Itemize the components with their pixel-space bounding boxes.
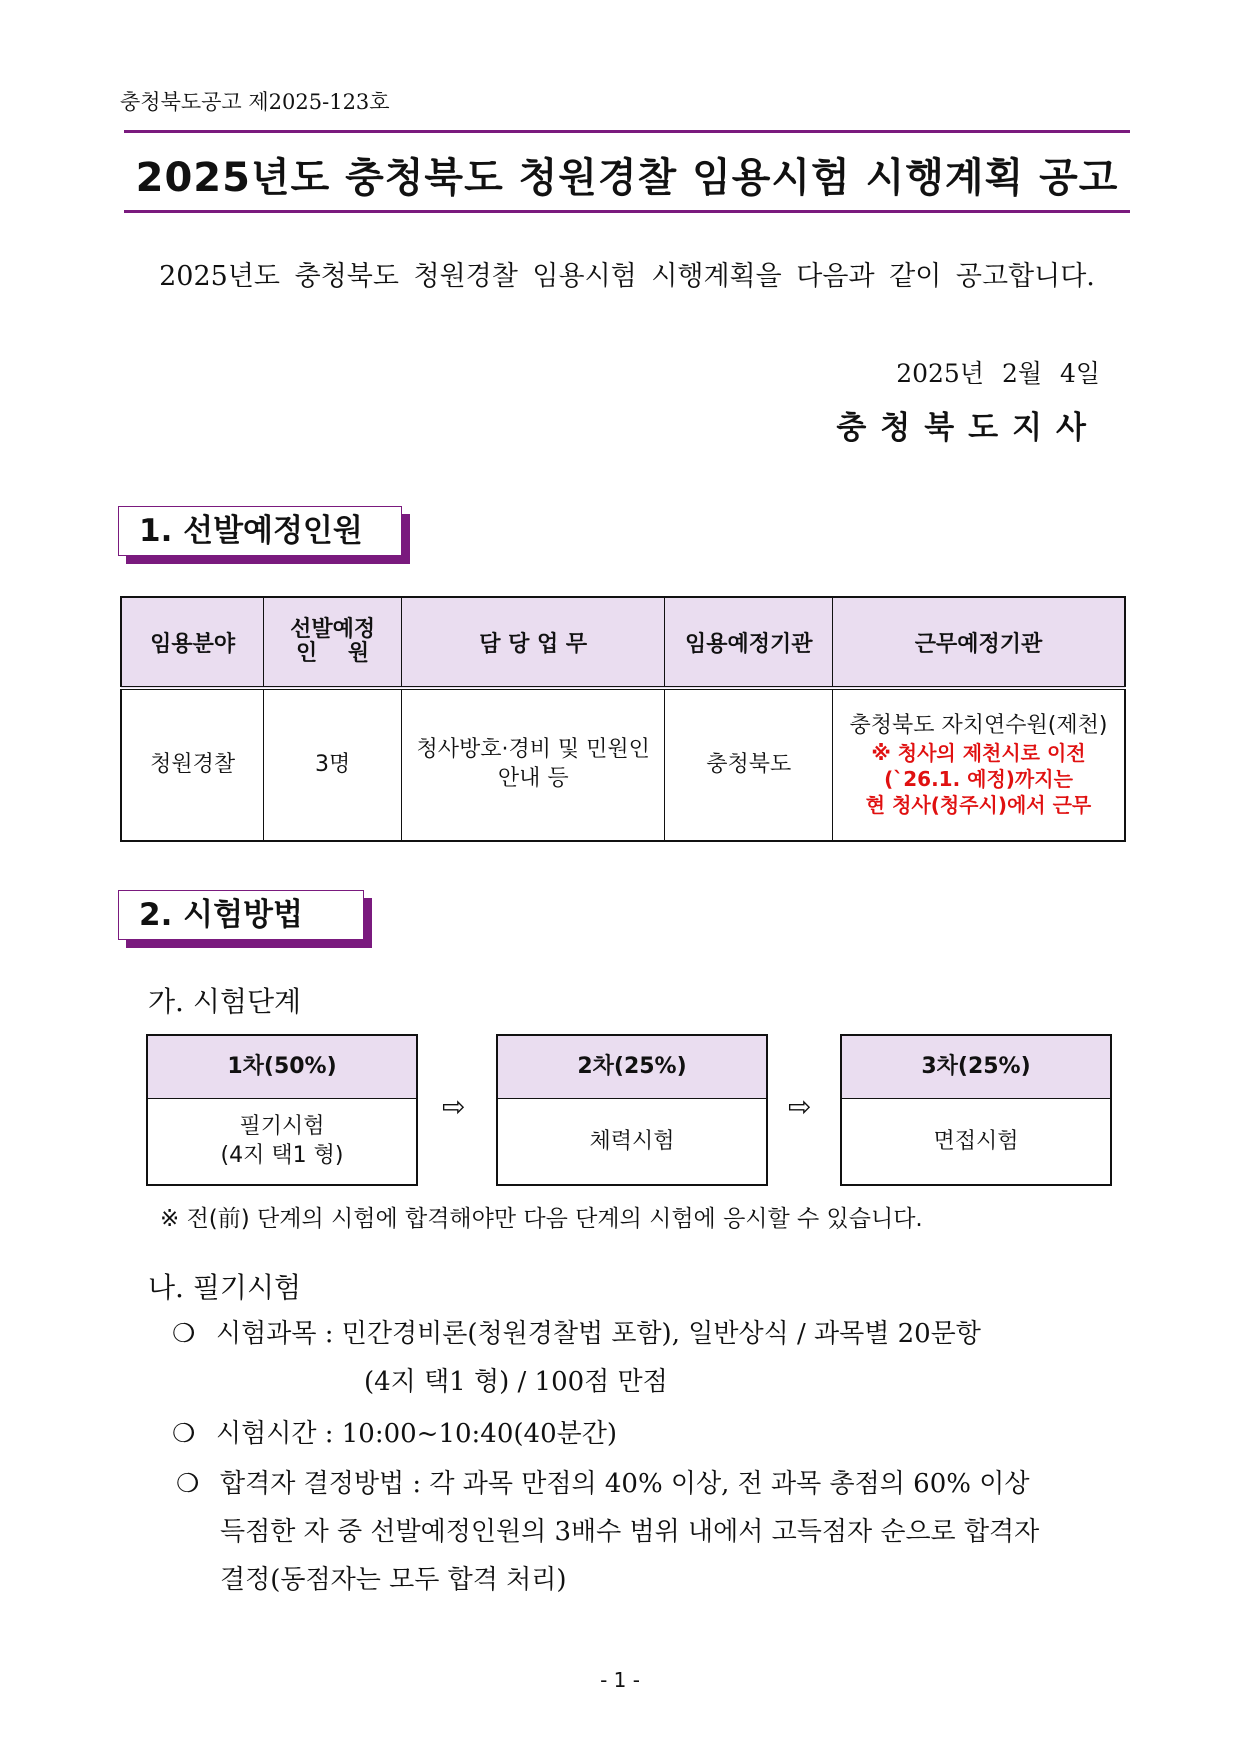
arrow-icon: ⇨ (442, 1090, 466, 1123)
stage-box-3 (840, 1034, 1112, 1186)
bullet-circle-icon: ❍ (172, 1319, 196, 1349)
header-count-line2: 인 원 (296, 641, 370, 666)
subsection-exam-stages: 가. 시험단계 (148, 985, 302, 1018)
stage-body: 체력시험 (589, 1128, 675, 1154)
arrow-icon: ⇨ (788, 1090, 812, 1123)
stage-note: ※ 전(前) 단계의 시험에 합격해야만 다음 단계의 시험에 응시할 수 있습니다. (160, 1206, 923, 1232)
stage-body: 면접시험 (933, 1128, 1019, 1154)
document-title: 2025년도 충청북도 청원경찰 임용시험 시행계획 공고 (135, 155, 1119, 201)
header-count (264, 597, 402, 688)
workplace-note-line1: ※ 청사의 제천시로 이전 (871, 741, 1086, 766)
bullet-circle-icon: ❍ (172, 1419, 196, 1449)
cell-field: 청원경찰 (121, 688, 264, 841)
workplace-note-line3: 현 청사(청주시)에서 근무 (865, 793, 1092, 818)
header-field: 임용분야 (121, 597, 264, 688)
intro-text: 2025년도 충청북도 청원경찰 임용시험 시행계획을 다음과 같이 공고합니다. (159, 261, 1095, 292)
bullet-pass-criteria: ❍ 합격자 결정방법 : 각 과목 만점의 40% 이상, 전 과목 총점의 60% 이상 득점한 자 중 선발예정인원의 3배수 범위 내에서 고득점자 순으로 합격자 결정(동점자는 모두 합격 처리) (176, 1460, 1136, 1604)
section2-heading: 2. 시험방법 (118, 890, 364, 940)
stage-header: 3차(25%) (842, 1036, 1110, 1099)
selection-table (120, 596, 1126, 842)
bullet-time: ❍ 시험시간 : 10:00~10:40(40분간) (172, 1410, 1132, 1458)
header-agency: 임용예정기관 (665, 597, 833, 688)
title-rule-bottom (124, 210, 1130, 213)
cell-count: 3명 (264, 688, 402, 841)
header-duty: 담 당 업 무 (402, 597, 665, 688)
stage-box-2 (496, 1034, 768, 1186)
issuer-name: 충청북도지사 (836, 410, 1100, 446)
cell-workplace (833, 688, 1125, 841)
table-header-row (121, 597, 1125, 688)
bullet-circle-icon: ❍ (176, 1469, 200, 1499)
title-rule-top (124, 130, 1130, 133)
table-row (121, 688, 1125, 841)
stage-header: 1차(50%) (148, 1036, 416, 1099)
bullet-subjects: ❍ 시험과목 : 민간경비론(청원경찰법 포함), 일반상식 / 과목별 20문항 (4지 택1 형) / 100점 만점 (172, 1310, 1132, 1406)
duty-line1: 청사방호·경비 및 민원인 (416, 737, 650, 763)
stage-header: 2차(25%) (498, 1036, 766, 1099)
workplace-name: 충청북도 자치연수원(제천) (849, 712, 1108, 738)
cell-duty (402, 688, 665, 841)
cell-agency: 충청북도 (665, 688, 833, 841)
stage-box-1 (146, 1034, 418, 1186)
section1-heading: 1. 선발예정인원 (118, 506, 402, 556)
header-workplace: 근무예정기관 (833, 597, 1125, 688)
stage-body: 필기시험 (4지 택1 형) (220, 1114, 344, 1168)
workplace-note-line2: (`26.1. 예정)까지는 (884, 767, 1073, 792)
page-number: - 1 - (600, 1668, 640, 1692)
notice-number: 충청북도공고 제2025-123호 (120, 90, 390, 114)
subsection-written-exam: 나. 필기시험 (148, 1271, 302, 1304)
header-count-line1: 선발예정 (290, 616, 376, 642)
announcement-date: 2025년 2월 4일 (896, 359, 1100, 388)
duty-line2: 안내 등 (497, 766, 569, 791)
